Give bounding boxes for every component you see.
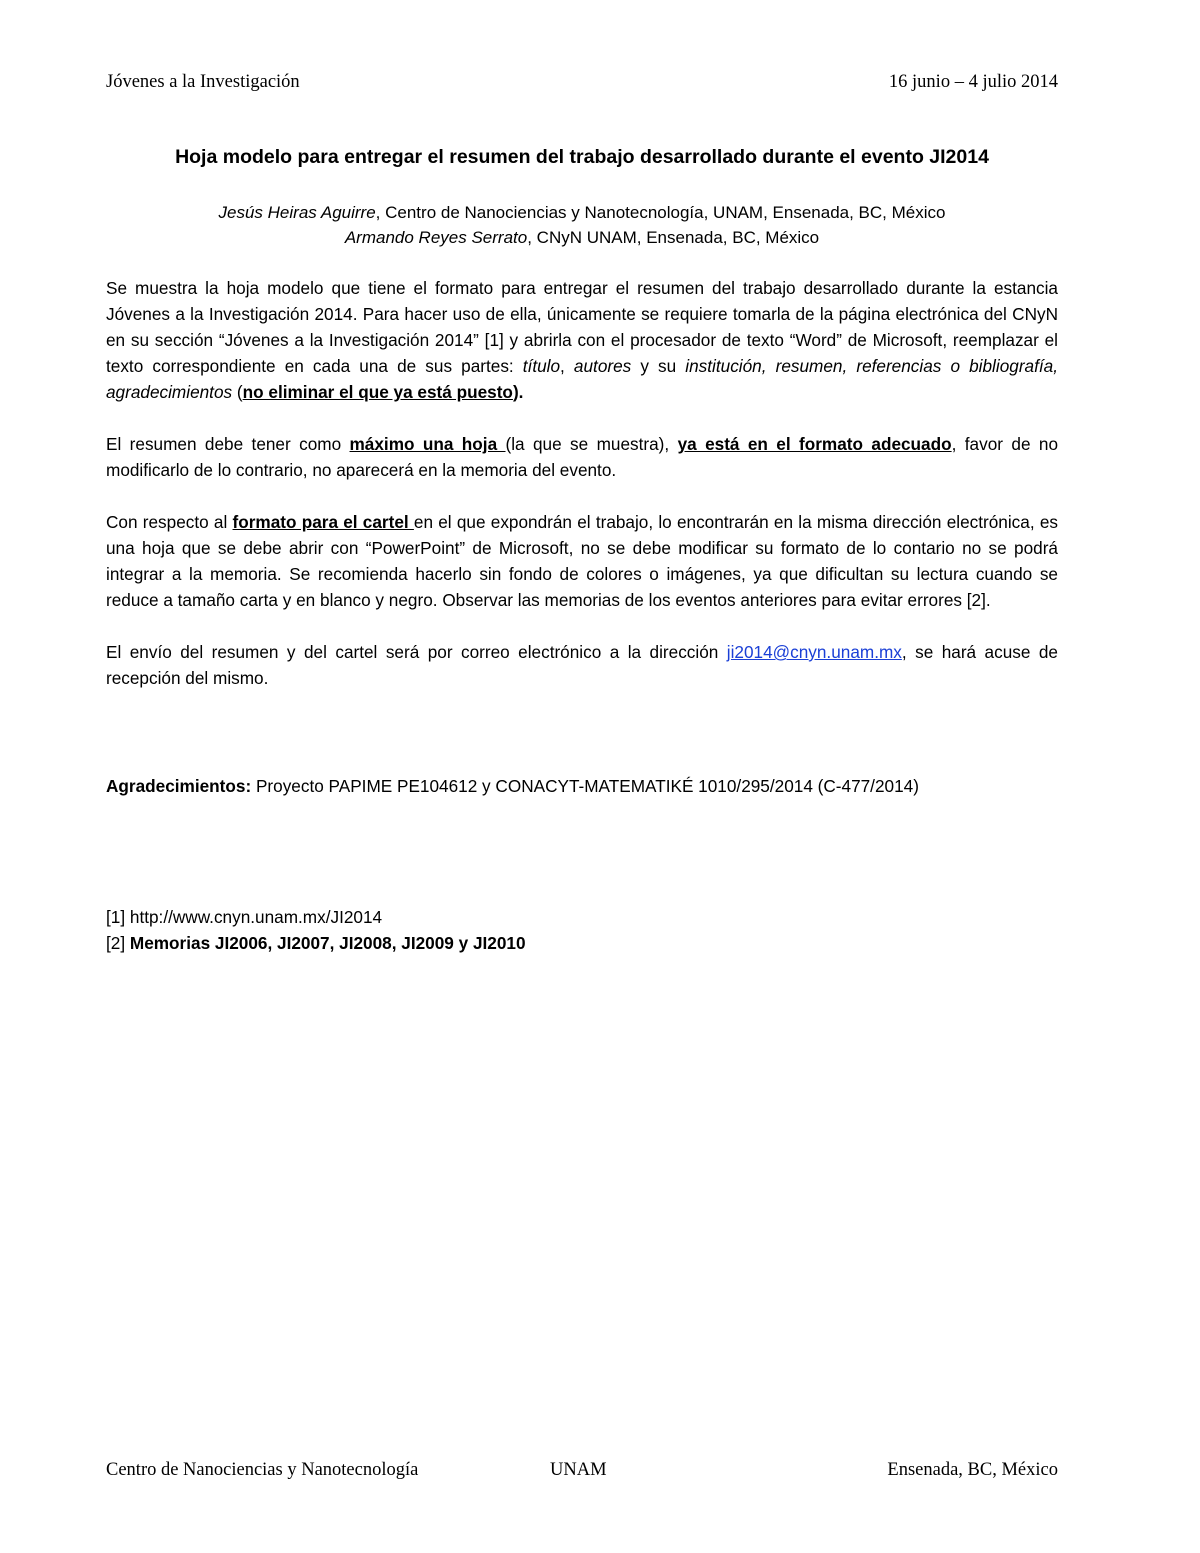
reference-marker: [2] [966, 590, 986, 610]
paragraph-submission [106, 639, 1058, 691]
text: ). [512, 382, 524, 402]
authors-block [106, 200, 1058, 250]
email-link[interactable]: ji2014@cnyn.unam.mx [726, 642, 902, 662]
footer-right: Ensenada, BC, México [887, 1460, 1058, 1480]
author-name: Jesús Heiras Aguirre [218, 203, 376, 222]
text: y su [631, 356, 686, 376]
references [106, 904, 526, 956]
page-header [106, 72, 1058, 98]
text: El envío del resumen y del cartel será por correo electrónico a la dirección [106, 642, 727, 662]
paragraph-poster [106, 509, 1058, 613]
text: , se hará acuse de recepción del mismo. [106, 642, 1058, 688]
footer-middle: UNAM [550, 1460, 607, 1480]
paragraph-length [106, 431, 1058, 483]
author-name: Armando Reyes Serrato [344, 228, 528, 247]
reference-text: Memorias JI2006, JI2007, JI2008, JI2009 y JI2010 [125, 933, 526, 953]
text: en el que expondrán el trabajo, lo encontrarán en la misma dirección electrónica, es una hoja que se debe abrir con “PowerPoint” de Microsoft, no se debe modificar su formato de lo contario no se podrá integrar a la memoria. Se recomienda hacerlo sin fondo de colores o imágenes, ya que dificultan su lectura cuando se reduce a tamaño carta y en blanco y negro. Observar las memorias de los eventos anteriores para evitar errores [106, 512, 1058, 610]
italic-text: institución, resumen, referencias o bibliografía, agradecimientos [106, 356, 1058, 402]
ack-label: Agradecimientos: [106, 776, 252, 796]
page-footer [106, 1460, 1058, 1486]
emphasis-text: máximo una hoja [349, 434, 506, 454]
reference-number: [2] [106, 933, 126, 953]
reference-number: [1] [106, 907, 126, 927]
text: Con respecto al [106, 512, 233, 532]
footer-left: Centro de Nanociencias y Nanotecnología [106, 1460, 419, 1480]
emphasis-text: ya está en el formato adecuado [677, 434, 952, 454]
text: y abrirla con el procesador de texto “Word” de Microsoft, reemplazar el texto correspondiente en cada una de sus partes: [106, 330, 1058, 376]
ack-text: Proyecto PAPIME PE104612 y CONACYT-MATEMATIKÉ 1010/295/2014 (C-477/2014) [251, 776, 919, 796]
text: ( [232, 382, 243, 402]
author-line [106, 225, 1058, 250]
text: El resumen debe tener como [106, 434, 350, 454]
reference-item [106, 904, 526, 930]
author-affiliation: , Centro de Nanociencias y Nanotecnología, UNAM, Ensenada, BC, México [375, 203, 946, 222]
reference-text: http://www.cnyn.unam.mx/JI2014 [125, 907, 383, 927]
text: Se muestra la hoja modelo que tiene el formato para entregar el resumen del trabajo desarrollado durante la estancia Jóvenes a la Investigación 2014. Para hacer uso de ella, únicamente se requiere tomarla de la página electrónica del CNyN en su sección “Jóvenes a la Investigación 2014” [106, 278, 1058, 350]
italic-text: título [522, 356, 561, 376]
reference-marker: [1] [484, 330, 504, 350]
text: , favor de no modificarlo de lo contrario, no aparecerá en la memoria del evento. [106, 434, 1058, 480]
header-left: Jóvenes a la Investigación [106, 72, 300, 92]
emphasis-text: formato para el cartel [232, 512, 414, 532]
reference-item [106, 930, 526, 956]
header-right: 16 junio – 4 julio 2014 [888, 72, 1058, 92]
text: , [560, 356, 574, 376]
author-line [106, 200, 1058, 225]
acknowledgements [106, 776, 919, 797]
paragraph-intro [106, 275, 1058, 405]
text: . [985, 590, 991, 610]
document-title: Hoja modelo para entregar el resumen del trabajo desarrollado durante el evento JI2014 [175, 146, 989, 168]
author-affiliation: , CNyN UNAM, Ensenada, BC, México [527, 228, 820, 247]
document-body [106, 275, 1058, 717]
emphasis-text: no eliminar el que ya está puesto [242, 382, 513, 402]
italic-text: autores [573, 356, 632, 376]
text: (la que se muestra), [505, 434, 678, 454]
